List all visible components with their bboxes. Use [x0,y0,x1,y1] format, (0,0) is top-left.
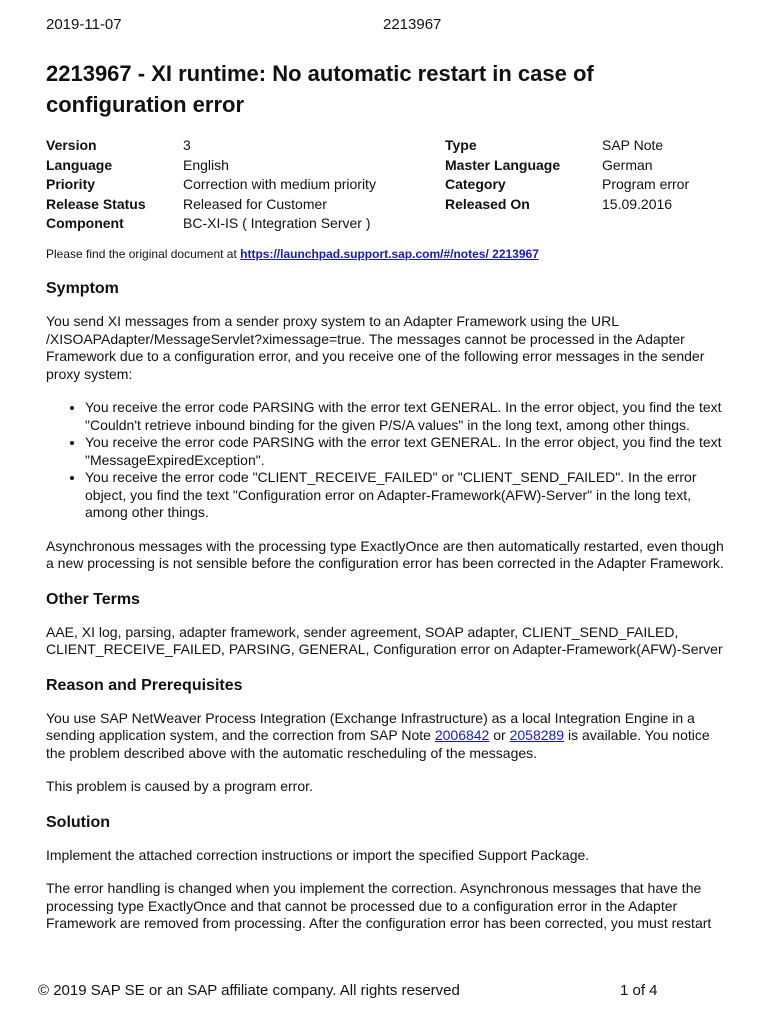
reason-text-before: You use SAP NetWeaver Process Integration (Exchange Infrastructure) as a local Integration Engine in a sending application system, and the correction from SAP Note [46,709,695,743]
note-link-2006842[interactable]: 2006842 [434,727,490,743]
version-label: Version [46,137,97,153]
released-on-label: Released On [445,195,530,212]
original-document-link[interactable]: https://launchpad.support.sap.com/#/notes/ 2213967 [240,247,539,261]
metadata-row [46,215,736,235]
symptom-intro: You send XI messages from a sender proxy system to an Adapter Framework using the URL /XISOAPAdapter/MessageServlet?ximessage=true. The messages cannot be processed in the Adapter Framework due to a configuration error, and you receive one of the following error messages in the sender proxy system: [46,313,705,382]
note-link-2058289[interactable]: 2058289 [509,727,565,743]
symptom-bullet-list [46,399,726,522]
category-value: Program error [602,176,690,192]
priority-label: Priority [46,176,96,192]
language-value: English [183,156,229,173]
metadata-row [46,157,736,177]
language-label: Language [46,156,113,173]
solution-heading: Solution [46,813,110,831]
list-item: • You receive the error code PARSING with the error text GENERAL. In the error object, you find the text "Couldn't retrieve inbound binding for the given P/S/A values" in the long text, among other things. [85,399,726,434]
master-language-label: Master Language [445,156,561,173]
metadata-row [46,137,736,157]
symptom-closing: Asynchronous messages with the processing type ExactlyOnce are then automatically restarted, even though a new processing is not sensible before the configuration error has been corrected in the Adapter Framework. [46,537,724,571]
reason-cause: This problem is caused by a program error. [46,778,313,794]
footer-copyright: © 2019 SAP SE or an SAP affiliate company. All rights reserved [38,982,460,999]
original-document-line [46,247,539,261]
symptom-heading: Symptom [46,280,119,297]
type-label: Type [445,137,477,153]
version-value: 3 [183,137,191,153]
released-on-value: 15.09.2016 [602,195,673,212]
reason-heading: Reason and Prerequisites [46,676,243,694]
reason-text-after: is available. You notice the problem described above with the automatic rescheduling of the messages. [46,727,710,761]
component-label: Component [46,215,124,231]
solution-paragraph-2: The error handling is changed when you implement the correction. Asynchronous messages that have the processing type ExactlyOnce and that cannot be processed due to a configuration error in the Adapter Framework are removed from processing. After the configuration error has been corrected, you must restart [46,880,712,931]
reason-text-mid: or [489,727,510,743]
list-item: • You receive the error code PARSING with the error text GENERAL. In the error object, you find the text "MessageExpiredException". [85,434,726,469]
metadata-row [46,176,736,196]
category-label: Category [445,176,506,192]
footer-page-number: 1 of 4 [620,982,658,999]
master-language-value: German [602,156,653,173]
release-status-value: Released for Customer [183,195,327,212]
metadata-row [46,196,736,216]
component-value: BC-XI-IS ( Integration Server ) [183,215,371,231]
other-terms-text: AAE, XI log, parsing, adapter framework, sender agreement, SOAP adapter, CLIENT_SEND_FAILED, CLIENT_RECEIVE_FAILED, PARSING, GENERAL, Configuration error on Adapter-Framework(AFW)-Server [46,623,723,657]
priority-value: Correction with medium priority [183,176,376,192]
note-title: 2213967 - XI runtime: No automatic restart in case of configuration error [46,61,594,117]
reason-text [46,710,726,763]
release-status-label: Release Status [46,195,146,212]
header-note-number: 2213967 [383,16,442,33]
note-body [46,278,726,933]
original-document-text: Please find the original document at [46,247,241,261]
list-item: • You receive the error code "CLIENT_RECEIVE_FAILED" or "CLIENT_SEND_FAILED". In the error object, you find the text "Configuration error on Adapter-Framework(AFW)-Server" in the long text, among other things. [85,469,726,522]
type-value: SAP Note [602,137,664,153]
metadata-table [46,137,736,235]
solution-paragraph-1: Implement the attached correction instructions or import the specified Support Package. [46,846,590,863]
header-date: 2019-11-07 [46,16,122,33]
other-terms-heading: Other Terms [46,590,140,608]
